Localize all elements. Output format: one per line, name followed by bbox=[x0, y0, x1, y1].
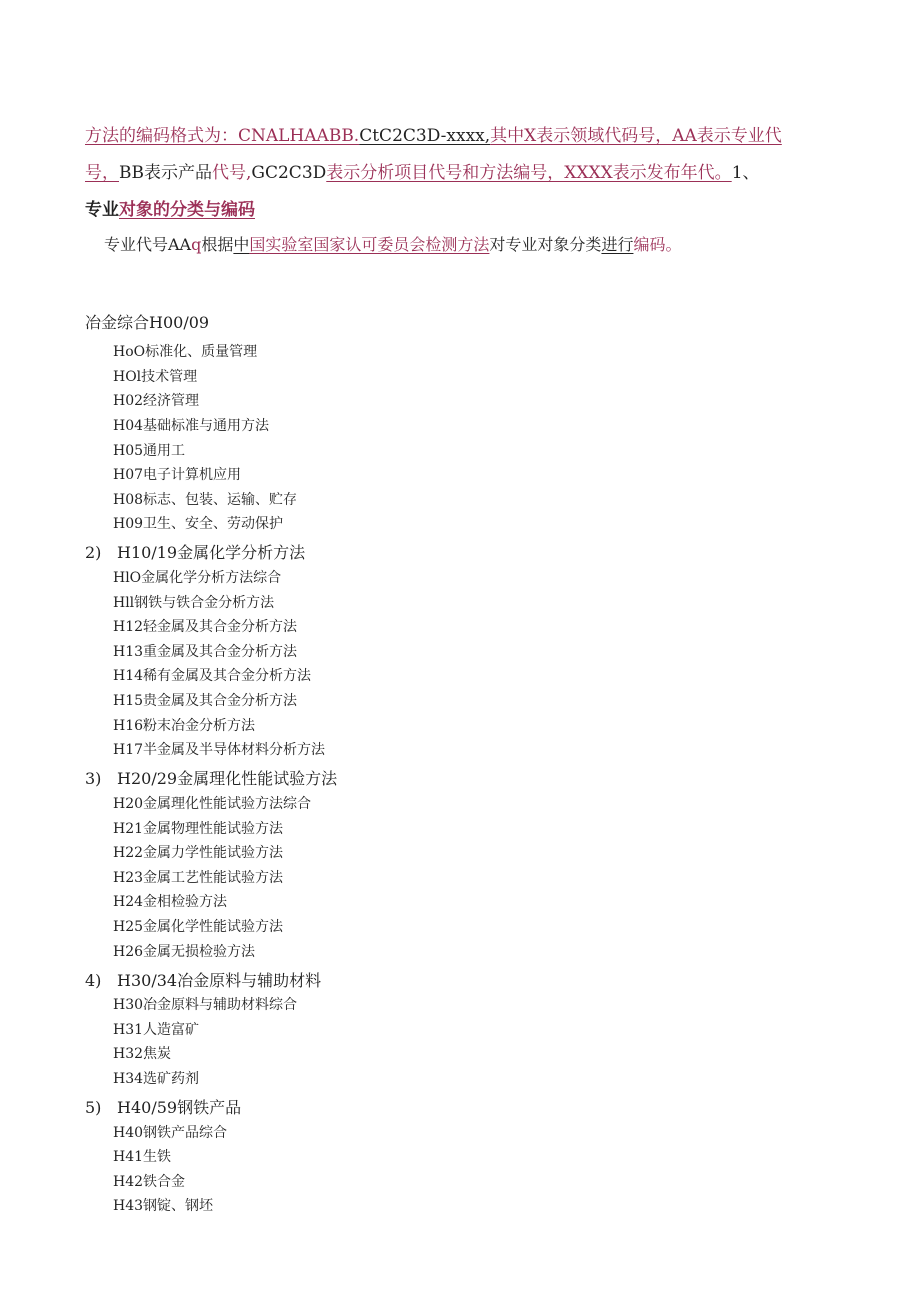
list-item: H26金属无损检验方法 bbox=[113, 944, 256, 960]
list-item: H04基础标准与通用方法 bbox=[113, 418, 270, 434]
para-q: q bbox=[191, 235, 202, 254]
para-cnas-link: 国实验室国家认可委员会检测方法 bbox=[249, 235, 490, 254]
list-item: H09卫生、安全、劳动保护 bbox=[113, 516, 284, 532]
list-item: H21金属物理性能试验方法 bbox=[113, 821, 284, 837]
intro-analysis-text: 表示分析项目代号和方法编号，XXXX表示发布年代。 bbox=[326, 163, 732, 183]
group-number: 3) bbox=[85, 769, 102, 788]
list-item: H34选矿药剂 bbox=[113, 1071, 200, 1087]
list-item: H23金属工艺性能试验方法 bbox=[113, 870, 284, 886]
list-item: H24金相检验方法 bbox=[113, 894, 228, 910]
group-title: H20/29金属理化性能试验方法 bbox=[117, 769, 338, 788]
intro-line-1 bbox=[85, 121, 782, 146]
list-item: H05通用工 bbox=[113, 443, 186, 459]
list-item: H13重金属及其合金分析方法 bbox=[113, 644, 298, 660]
intro-line-2 bbox=[85, 158, 760, 183]
group-title: 冶金综合H00/09 bbox=[85, 313, 210, 332]
section-heading-prefix: 专业 bbox=[85, 200, 119, 220]
list-item: H15贵金属及其合金分析方法 bbox=[113, 693, 298, 709]
list-item: H07电子计算机应用 bbox=[113, 467, 242, 483]
list-item: H31人造富矿 bbox=[113, 1022, 200, 1038]
list-item: H32焦炭 bbox=[113, 1046, 172, 1062]
list-item: H25金属化学性能试验方法 bbox=[113, 919, 284, 935]
group-number: 5) bbox=[85, 1098, 102, 1117]
para-zhong: 中 bbox=[233, 235, 250, 254]
intro-format-text: 方法的编码格式为：CNALHAABB. bbox=[85, 126, 360, 146]
group-heading bbox=[85, 766, 337, 789]
list-item: H20金属理化性能试验方法综合 bbox=[113, 796, 312, 812]
list-item: H42铁合金 bbox=[113, 1174, 186, 1190]
intro-field-text: 其中X表示领域代码号，AA表示专业代 bbox=[490, 126, 782, 146]
para-perform: 进行 bbox=[601, 235, 634, 254]
list-item: H14稀有金属及其合金分析方法 bbox=[113, 668, 312, 684]
section-heading bbox=[85, 195, 255, 220]
list-item: H12轻金属及其合金分析方法 bbox=[113, 619, 298, 635]
intro-gc-code: GC2C3D bbox=[251, 163, 327, 183]
list-item: H17半金属及半导体材料分析方法 bbox=[113, 742, 326, 758]
group-title: H30/34冶金原料与辅助材料 bbox=[117, 971, 322, 990]
list-item: HOl技术管理 bbox=[113, 369, 198, 385]
group-number: 2) bbox=[85, 543, 102, 562]
section-heading-title: 对象的分类与编码 bbox=[119, 200, 255, 220]
list-item: H22金属力学性能试验方法 bbox=[113, 845, 284, 861]
list-item: HlO金属化学分析方法综合 bbox=[113, 570, 282, 586]
list-item: H02经济管理 bbox=[113, 393, 200, 409]
list-item: H43钢锭、钢坯 bbox=[113, 1198, 214, 1214]
list-item: HoO标准化、质量管理 bbox=[113, 344, 258, 360]
intro-format-code: CtC2C3D-xxxx, bbox=[359, 126, 491, 146]
list-item: Hll钢铁与铁合金分析方法 bbox=[113, 595, 275, 611]
list-item: H30冶金原料与辅助材料综合 bbox=[113, 997, 298, 1013]
group-heading bbox=[85, 1095, 241, 1118]
intro-list-number: 1、 bbox=[731, 163, 760, 183]
section-paragraph bbox=[104, 232, 681, 255]
para-encode: 编码。 bbox=[633, 235, 682, 254]
list-item: H16粉末冶金分析方法 bbox=[113, 718, 256, 734]
group-title: H40/59钢铁产品 bbox=[117, 1098, 242, 1117]
group-title: H10/19金属化学分析方法 bbox=[117, 543, 306, 562]
list-item: H08标志、包装、运输、贮存 bbox=[113, 492, 298, 508]
intro-number-text: 号， bbox=[85, 163, 119, 183]
intro-code-label: 代号, bbox=[212, 163, 252, 183]
para-according: 根据 bbox=[201, 235, 234, 254]
para-code-text: 专业代号AA bbox=[104, 235, 192, 254]
para-classify-text: 对专业对象分类 bbox=[489, 235, 602, 254]
group-heading bbox=[85, 310, 209, 333]
group-heading bbox=[85, 968, 321, 991]
group-number: 4) bbox=[85, 971, 102, 990]
group-heading bbox=[85, 540, 305, 563]
list-item: H40钢铁产品综合 bbox=[113, 1125, 228, 1141]
intro-product-text: BB表示产品 bbox=[119, 163, 212, 183]
list-item: H41生铁 bbox=[113, 1149, 172, 1165]
